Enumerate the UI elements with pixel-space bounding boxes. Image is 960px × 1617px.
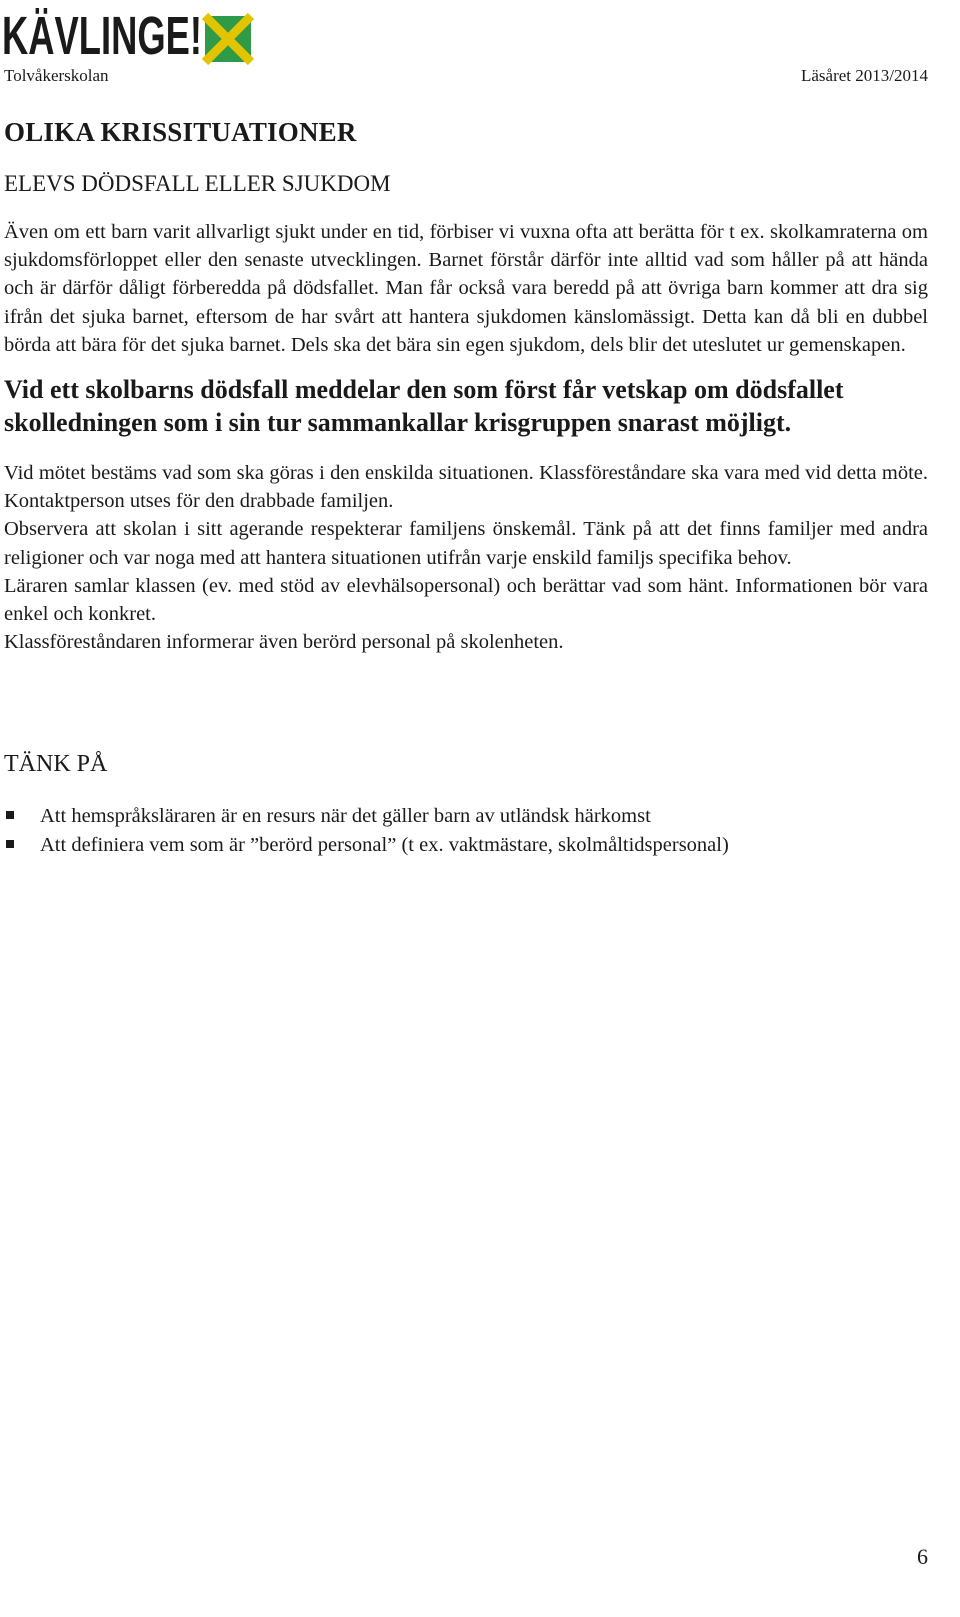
bullet-square-icon: [6, 840, 14, 848]
list-item-text: Att definiera vem som är ”berörd personal” (t ex. vaktmästare, skolmåltidspersonal): [40, 833, 729, 856]
bullet-list: [4, 802, 928, 858]
list-item-text: Att hemspråksläraren är en resurs när det gäller barn av utländsk härkomst: [40, 805, 651, 828]
bullet-square-icon: [6, 811, 14, 819]
logo-flag-icon: [205, 16, 251, 62]
page-number: 6: [917, 1544, 928, 1569]
list-item: [4, 831, 928, 859]
header-term: Läsåret 2013/2014: [801, 66, 928, 85]
list-item: [4, 802, 928, 830]
procedure-paragraph: Observera att skolan i sitt agerande respekterar familjens önskemål. Tänk på att det finns familjer med andra religioner och var noga med att hantera situationen utifrån varje enskild familjs specifika behov.: [4, 518, 928, 569]
procedure-paragraphs: [4, 459, 928, 656]
page-title: OLIKA KRISSITUATIONER: [4, 117, 357, 147]
procedure-paragraph: Vid mötet bestäms vad som ska göras i den enskilda situationen. Klassföreståndare ska vara med vid detta möte. Kontaktperson utses för den drabbade familjen.: [4, 462, 928, 513]
intro-paragraph: Även om ett barn varit allvarligt sjukt under en tid, förbiser vi vuxna ofta att berätta för t ex. skolkamraterna om sjukdomsförloppet eller den senaste utvecklingen. Barnet förstår därför inte alltid vad som håller på att hända och är därför dåligt förberedda på dödsfallet. Man får också vara beredd på att övriga barn kommer att dra sig ifrån det sjuka barnet, eftersom de har svårt att hantera sjukdomen känslomässigt. Detta kan då bli en dubbel börda att bära för det sjuka barnet. Dels ska det bära sin egen sjukdom, dels blir det uteslutet ur gemenskapen.: [4, 221, 928, 356]
document-body: [4, 110, 928, 859]
section-subtitle: ELEVS DÖDSFALL ELLER SJUKDOM: [4, 171, 391, 196]
logo-wordmark: KÄVLINGE!: [2, 6, 203, 66]
section2-title: TÄNK PÅ: [4, 751, 108, 778]
kavlinge-logo: [2, 4, 252, 66]
bold-statement: Vid ett skolbarns dödsfall meddelar den som först får vetskap om dödsfallet skolledningen som i sin tur sammankallar krisgruppen snarast möjligt.: [4, 375, 844, 438]
procedure-paragraph: Klassföreståndaren informerar även berörd personal på skolenheten.: [4, 631, 564, 654]
header-school: Tolvåkerskolan: [4, 66, 109, 85]
procedure-paragraph: Läraren samlar klassen (ev. med stöd av elevhälsopersonal) och berättar vad som hänt. Informationen bör vara enkel och konkret.: [4, 574, 928, 626]
